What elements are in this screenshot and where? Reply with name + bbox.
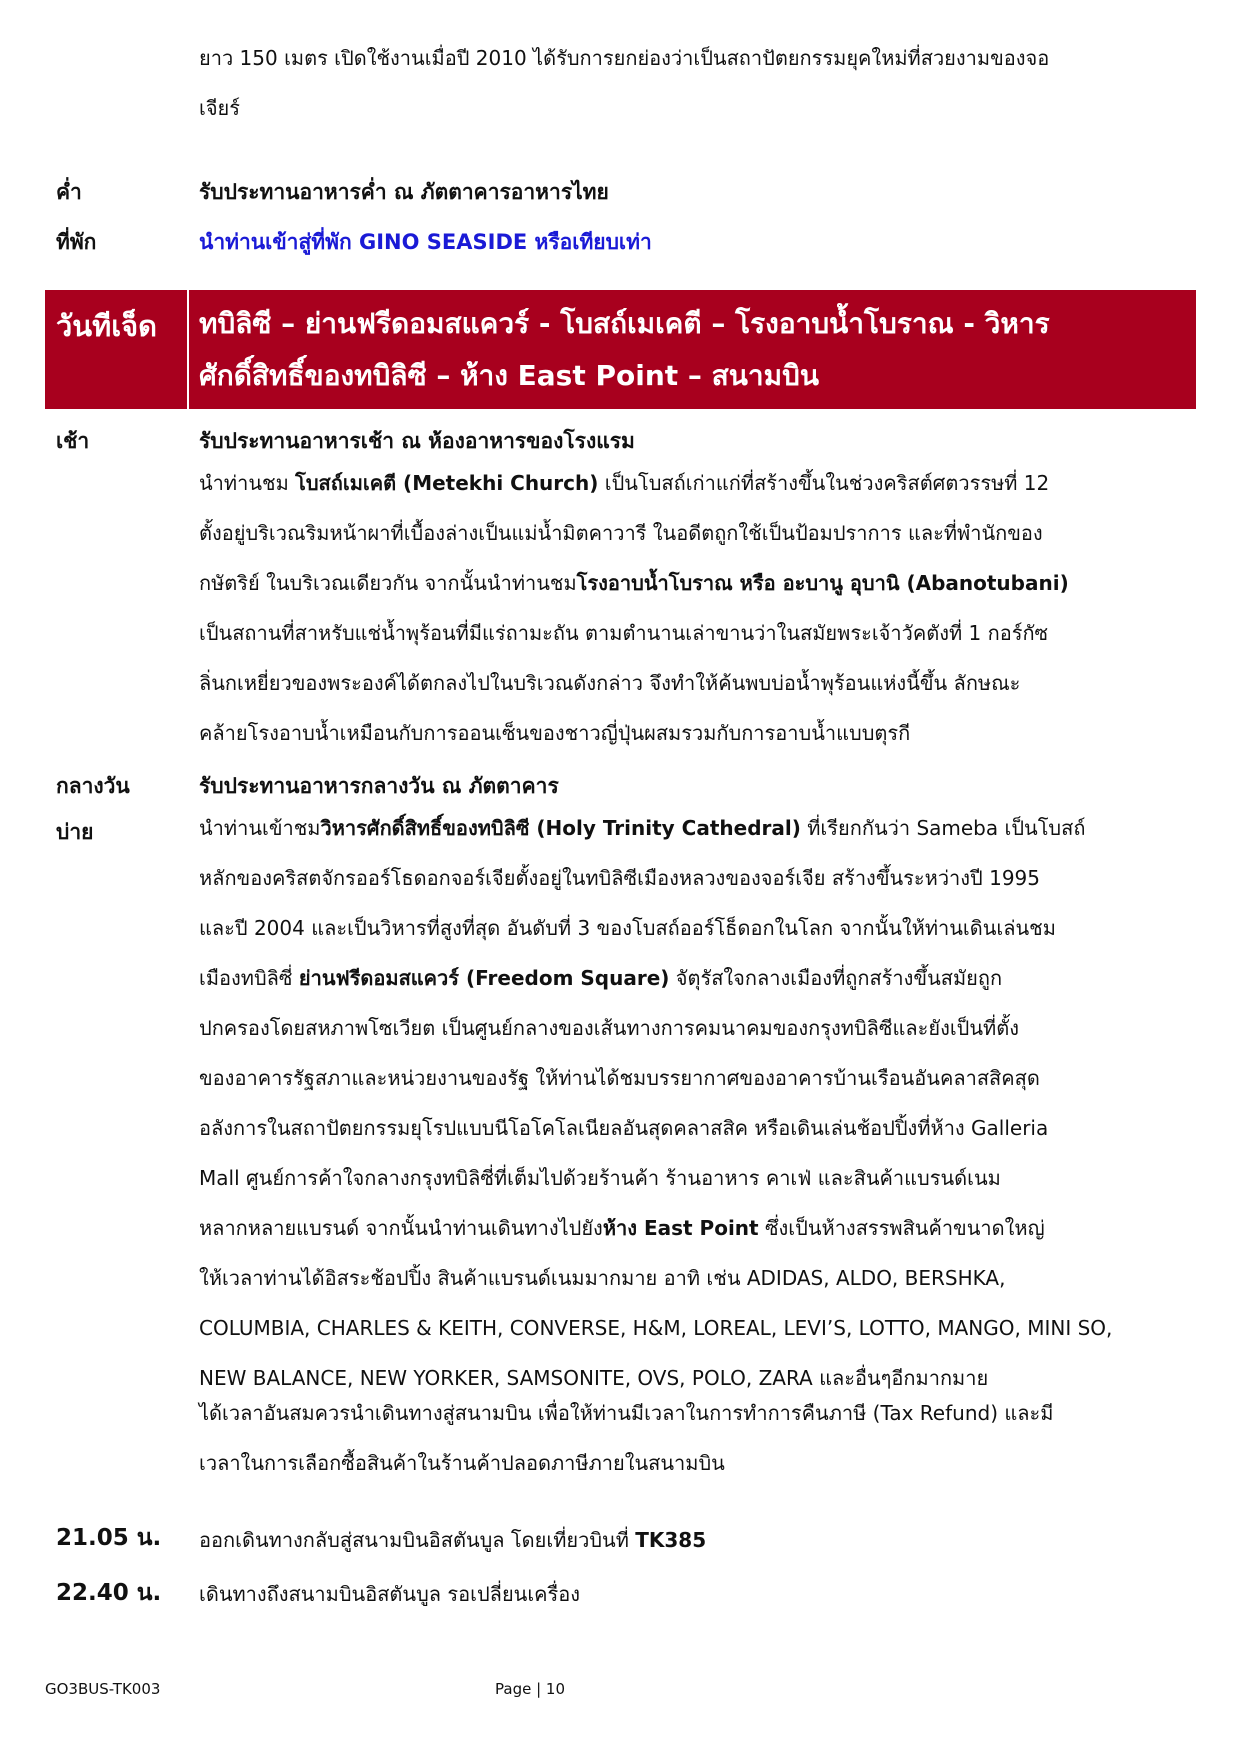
day-banner — [45, 290, 1196, 409]
text-span: ที่เรียกกันว่า Sameba เป็นโบสถ์ — [800, 816, 1086, 840]
text-span: ออกเดินทางกลับสู่สนามบินอิสตันบูล โดยเที่ยวบินที่ — [199, 1528, 636, 1552]
afternoon-line — [199, 1203, 1189, 1253]
flight-desc: เดินทางถึงสนามบินอิสตันบูล รอเปลี่ยนเครื่อง — [199, 1582, 581, 1606]
morning-line: ลิ่นกเหยี่ยวของพระองค์ได้ตกลงไปในบริเวณดังกล่าว จึงทำให้ค้นพบบ่อน้ำพุร้อนแห่งนี้ขึ้น ลักษณะ — [199, 671, 1021, 695]
morning-line — [199, 458, 1189, 508]
afternoon-line: ของอาคารรัฐสภาและหน่วยงานของรัฐ ให้ท่านได้ชมบรรยากาศของอาคารบ้านเรือนอันคลาสสิคสุด — [199, 1066, 1040, 1090]
airport-line: เวลาในการเลือกซื้อสินค้าในร้านค้าปลอดภาษีภายในสนามบิน — [199, 1451, 725, 1475]
intro-line-1: ยาว 150 เมตร เปิดใช้งานเมื่อปี 2010 ได้รับการยกย่องว่าเป็นสถาปัตยกรรมยุคใหม่ที่สวยงามของจอ — [199, 46, 1050, 70]
text-span: กษัตริย์ ในบริเวณเดียวกัน จากนั้นนำท่านชม — [199, 571, 577, 595]
flight-desc — [199, 1524, 706, 1556]
flight-time: 21.05 น. — [56, 1525, 162, 1551]
intro-paragraph — [199, 33, 1189, 133]
day-title-line-1: ทบิลิซี – ย่านฟรีดอมสแควร์ - โบสถ์เมเคตี – โรงอาบน้ำโบราณ - วิหาร — [199, 307, 1050, 340]
text-span: จัตุรัสใจกลางเมืองที่ถูกสร้างขึ้นสมัยถูก — [669, 966, 1003, 990]
day-title-line-2: ศักดิ์สิทธิ์ของทบิลิซี – ห้าง East Point – สนามบิน — [199, 359, 819, 392]
metekhi-church-name: โบสถ์เมเคตี (Metekhi Church) — [295, 471, 599, 495]
intro-line-2: เจียร์ — [199, 96, 241, 120]
dinner-label: ค่ำ — [56, 180, 82, 204]
afternoon-line: Mall ศูนย์การค้าใจกลางกรุงทบิลิซี่ที่เต็มไปด้วยร้านค้า ร้านอาหาร คาเฟ่ และสินค้าแบรนด์เนม — [199, 1166, 1001, 1190]
text-span: นำท่านชม — [199, 471, 296, 495]
afternoon-line — [199, 803, 1189, 853]
morning-label: เช้า — [56, 429, 90, 453]
afternoon-line: และปี 2004 และเป็นวิหารที่สูงที่สุด อันดับที่ 3 ของโบสถ์ออร์โธ็ดอกในโลก จากนั้นให้ท่านเดินเล่นชม — [199, 916, 1056, 940]
afternoon-line: NEW BALANCE, NEW YORKER, SAMSONITE, OVS, POLO, ZARA และอื่นๆอีกมากมาย — [199, 1366, 989, 1390]
footer-code: GO3BUS-TK003 — [45, 1680, 161, 1698]
flight-time: 22.40 น. — [56, 1580, 162, 1606]
afternoon-label: บ่าย — [56, 820, 94, 844]
hotel-text: นำท่านเข้าสู่ที่พัก GINO SEASIDE หรือเทียบเท่า — [199, 230, 652, 254]
hotel-label: ที่พัก — [56, 230, 97, 254]
freedom-square-name: ย่านฟรีดอมสแควร์ (Freedom Square) — [298, 966, 670, 990]
day-title — [199, 298, 1189, 402]
breakfast-heading: รับประทานอาหารเช้า ณ ห้องอาหารของโรงแรม — [199, 429, 635, 453]
lunch-heading: รับประทานอาหารกลางวัน ณ ภัตตาคาร — [199, 774, 559, 798]
abanotubani-name: โรงอาบน้ำโบราณ หรือ อะบานู อุบานิ (Abanotubani) — [576, 571, 1069, 595]
afternoon-line — [199, 953, 1189, 1003]
text-span: นำท่านเข้าชม — [199, 816, 321, 840]
afternoon-paragraph — [199, 803, 1189, 1403]
airport-paragraph — [199, 1388, 1189, 1488]
dinner-text: รับประทานอาหารค่ำ ณ ภัตตาคารอาหารไทย — [199, 180, 609, 204]
afternoon-line: ปกครองโดยสหภาพโซเวียต เป็นศูนย์กลางของเส้นทางการคมนาคมของกรุงทบิลิซีและยังเป็นที่ตั้ง — [199, 1016, 1019, 1040]
text-span: เมืองทบิลิซี่ — [199, 966, 299, 990]
afternoon-line: ให้เวลาท่านได้อิสระช้อปปิ้ง สินค้าแบรนด์เนมมากมาย อาทิ เช่น ADIDAS, ALDO, BERSHKA, — [199, 1266, 1006, 1290]
afternoon-line: หลักของคริสตจักรออร์โธดอกจอร์เจียตั้งอยู่ในทบิลิซีเมืองหลวงของจอร์เจีย สร้างขึ้นระหว่างปี 1995 — [199, 866, 1041, 890]
day-label: วันทีเจ็ด — [56, 309, 157, 343]
flight-number: TK385 — [635, 1528, 707, 1552]
afternoon-line: COLUMBIA, CHARLES & KEITH, CONVERSE, H&M, LOREAL, LEVI’S, LOTTO, MANGO, MINI SO, — [199, 1316, 1113, 1340]
text-span: ซึ่งเป็นห้างสรรพสินค้าขนาดใหญ่ — [758, 1216, 1045, 1240]
morning-line: เป็นสถานที่สาหรับแช่น้ำพุร้อนที่มีแร่ถามะถัน ตามตำนานเล่าขานว่าในสมัยพระเจ้าวัคตังที่ 1 กอร์กัซ — [199, 621, 1049, 645]
morning-line: ตั้งอยู่บริเวณริมหน้าผาที่เบื้องล่างเป็นแม่น้ำมิตคาวารี ในอดีตถูกใช้เป็นป้อมปราการ และที่พำนักของ — [199, 521, 1043, 545]
lunch-label: กลางวัน — [56, 774, 130, 798]
morning-line — [199, 558, 1189, 608]
morning-line: คล้ายโรงอาบน้ำเหมือนกับการออนเซ็นของชาวญี่ปุ่นผสมรวมกับการอาบน้ำแบบตุรกี — [199, 721, 911, 745]
banner-divider — [187, 290, 189, 409]
page-number: Page | 10 — [495, 1680, 565, 1698]
text-span: หลากหลายแบรนด์ จากนั้นนำท่านเดินทางไปยัง — [199, 1216, 603, 1240]
morning-paragraph — [199, 458, 1189, 758]
east-point-name: ห้าง East Point — [602, 1216, 759, 1240]
holy-trinity-name: วิหารศักดิ์สิทธิ์ของทบิลิซี (Holy Trinity Cathedral) — [320, 816, 801, 840]
airport-line: ได้เวลาอันสมควรนำเดินทางสู่สนามบิน เพื่อให้ท่านมีเวลาในการทำการคืนภาษี (Tax Refund) และมี — [199, 1401, 1054, 1425]
text-span: เป็นโบสถ์เก่าแก่ที่สร้างขึ้นในช่วงคริสต์ศตวรรษที่ 12 — [598, 471, 1050, 495]
afternoon-line: อลังการในสถาปัตยกรรมยุโรปแบบนีโอโคโลเนียลอันสุดคลาสสิค หรือเดินเล่นช้อปปิ้งที่ห้าง Galleria — [199, 1116, 1049, 1140]
